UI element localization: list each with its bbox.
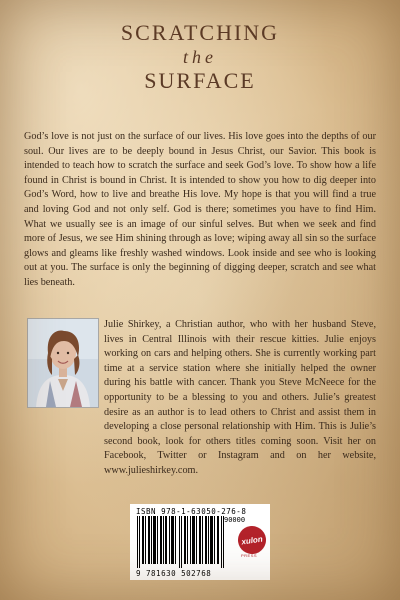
isbn-barcode [130,504,270,580]
author-photo [27,318,99,408]
title-line-surface: SURFACE [144,68,256,93]
barcode-bars [135,516,235,568]
publisher-press-text: PRESS [241,553,258,558]
book-title [0,20,400,94]
publisher-logo [236,524,268,556]
book-description: God’s love is not just on the surface of our lives. His love goes into the depths of our soul. Our lives are to be deeply bound in Jesus Christ, our Savior. This book is intended to teach how to scratch the surface and seek God’s love. To show how a life found in Christ is bound in Christ. It is intended to show you how to dig deeper into God’s Word, how to live and breathe His love. My hope is that you will find a true and loving God and not only self. God is there; sometimes you have to find Him. What we usually see is an image of our sinful selves. But when we seek and find more of Jesus, we see Him shining through as love; wiping away all sin so the surface glows and gleams like freshly washed windows. Look inside and see who is looking out at you. The surface is only the beginning of digging deeper, scratch and see what lies beneath. [24,131,376,288]
ean-number: 9 781630 502768 [136,569,212,578]
title-line-scratching: SCRATCHING [120,20,280,45]
publisher-logo-text: xulon [240,534,264,546]
isbn-number: ISBN 978-1-63050-276-8 [136,507,247,516]
price-code: 90000 [224,516,246,524]
author-bio: Julie Shirkey, a Christian author, who with her husband Steve, lives in Central Illinois with their rescue kitties. Julie enjoys working on cars and helping others. She is currently working part time at a service station where she initially helped the owner during his battle with cancer. Thank you Steve McNeece for the opportunity to be a blessing to you and others. Julie’s greatest desire as an author is to lead others to Christ and assist them in developing a close personal relationship with Him. This is Julie’s second book, look for others titles coming soon. Visit her on Facebook, Twitter or Instagram and on her website, www.julieshirkey.com. [104,319,376,476]
title-line-the: the [183,47,217,67]
